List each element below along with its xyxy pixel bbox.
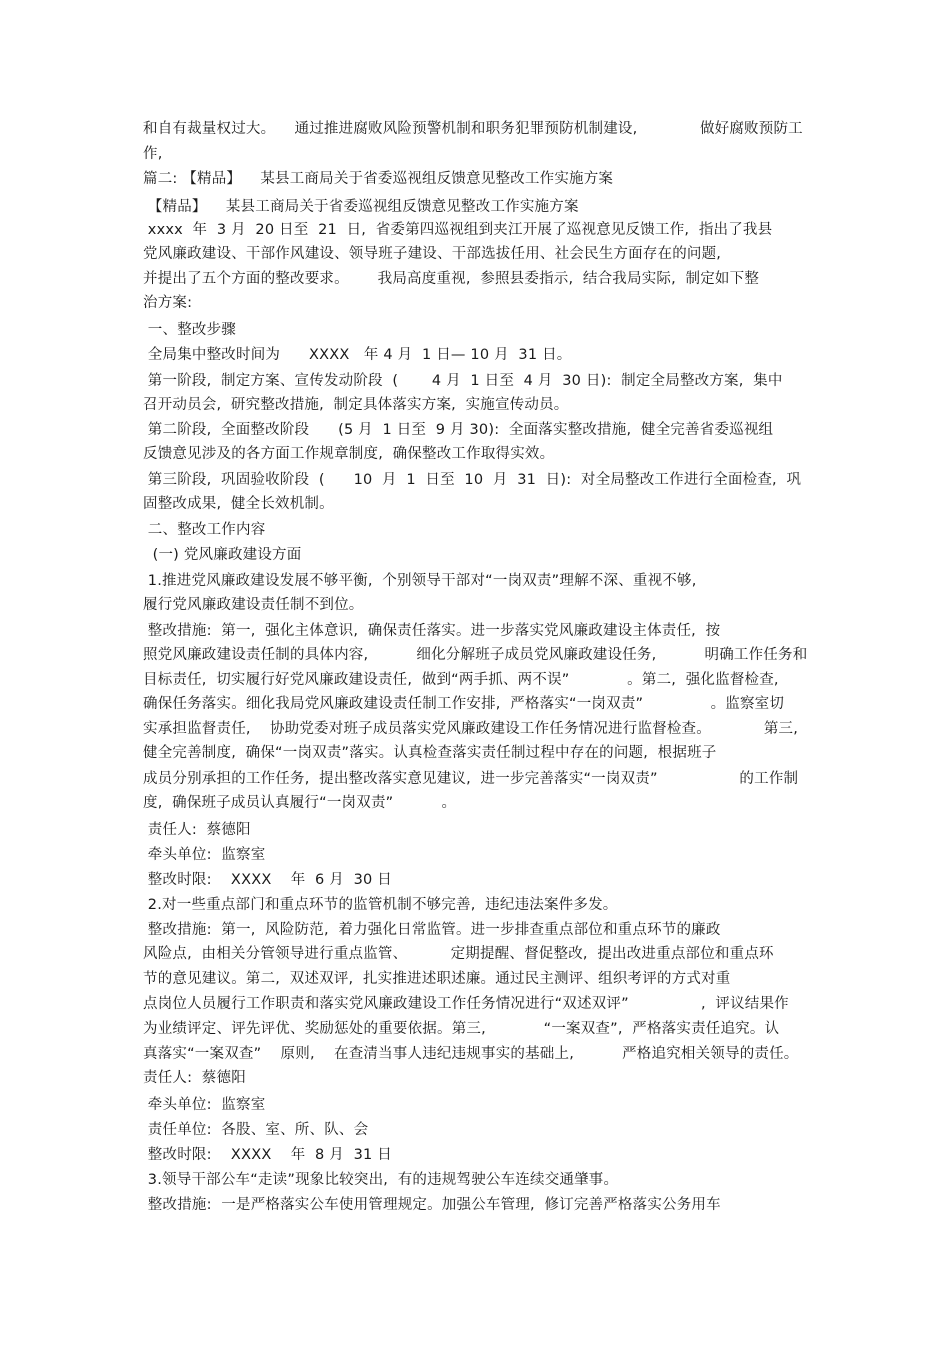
- text-line: 并提出了五个方面的整改要求。 我局高度重视, 参照县委指示, 结合我局实际, 制定如下整: [143, 271, 760, 287]
- text-line: 责任人: 蔡德阳: [143, 1070, 246, 1086]
- text-line: 责任单位: 各股、室、所、队、会: [143, 1122, 369, 1138]
- text-line: 节的意见建议。第二, 双述双评, 扎实推进述职述廉。通过民主测评、组织考评的方式对重: [143, 971, 731, 987]
- text-line: 健全完善制度, 确保“一岗双责”落实。认真检查落实责任制过程中存在的问题, 根据班子: [143, 745, 717, 761]
- text-line: 目标责任, 切实履行好党风廉政建设责任, 做到“两手抓、两不误” 。第二, 强化监督检查,: [143, 672, 779, 688]
- text-line: 反馈意见涉及的各方面工作规章制度, 确保整改工作取得实效。: [143, 446, 555, 462]
- text-line: 牵头单位: 监察室: [143, 847, 266, 863]
- text-line: 党风廉政建设、干部作风建设、领导班子建设、干部选拔任用、社会民生方面存在的问题,: [143, 246, 722, 262]
- item-heading: 3.领导干部公车“走读”现象比较突出, 有的违规驾驶公车连续交通肇事。: [143, 1172, 619, 1188]
- text-line: 全局集中整改时间为 XXXX 年 4 月 1 日— 10 月 31 日。: [143, 347, 572, 363]
- text-line: 治方案:: [143, 295, 193, 311]
- text-line: 召开动员会, 研究整改措施, 制定具体落实方案, 实施宣传动员。: [143, 397, 569, 413]
- text-line: xxxx 年 3 月 20 日至 21 日, 省委第四巡视组到夹江开展了巡视意见反馈工作, 指出了我县: [143, 222, 773, 238]
- item-heading: 2.对一些重点部门和重点环节的监管机制不够完善, 违纪违法案件多发。: [143, 897, 618, 913]
- text-line: 真落实“一案双查” 原则, 在查清当事人违纪违规事实的基础上, 严格追究相关领导的责任。: [143, 1046, 799, 1062]
- text-line: 确保任务落实。细化我局党风廉政建设责任制工作安排, 严格落实“一岗双责” 。监察室切: [143, 696, 785, 712]
- text-line: 和自有裁量权过大。 通过推进腐败风险预警机制和职务犯罪预防机制建设, 做好腐败预防工: [143, 121, 803, 137]
- text-line: 固整改成果, 健全长效机制。: [143, 496, 334, 512]
- text-line: 整改时限: XXXX 年 6 月 30 日: [143, 872, 392, 888]
- text-line: 成员分别承担的工作任务, 提出整改落实意见建议, 进一步完善落实“一岗双责” 的工作制: [143, 771, 799, 787]
- text-line: 第三阶段, 巩固验收阶段 ( 10 月 1 日至 10 月 31 日): 对全局整改工作进行全面检查, 巩: [143, 472, 802, 488]
- section-heading: 一、整改步骤: [143, 322, 237, 338]
- text-line: 第二阶段, 全面整改阶段 (5 月 1 日至 9 月 30): 全面落实整改措施, 健全完善省委巡视组: [143, 422, 774, 438]
- text-line: 整改措施: 一是严格落实公车使用管理规定。加强公车管理, 修订完善严格落实公务用车: [143, 1197, 721, 1213]
- text-line: 点岗位人员履行工作职责和落实党风廉政建设工作任务情况进行“双述双评” , 评议结果作: [143, 996, 789, 1012]
- item-heading: 1.推进党风廉政建设发展不够平衡, 个别领导干部对“一岗双责”理解不深、重视不够,: [143, 573, 697, 589]
- text-line: 度, 确保班子成员认真履行“一岗双责” 。: [143, 795, 457, 811]
- text-line: 整改措施: 第一, 强化主体意识, 确保责任落实。进一步落实党风廉政建设主体责任, 按: [143, 623, 721, 639]
- text-line: 风险点, 由相关分管领导进行重点监管、 定期提醒、督促整改, 提出改进重点部位和重点环: [143, 946, 774, 962]
- text-line: 为业绩评定、评先评优、奖励惩处的重要依据。第三, “一案双查”, 严格落实责任追究。认: [143, 1021, 780, 1037]
- text-line: 履行党风廉政建设责任制不到位。: [143, 597, 364, 613]
- text-line: 责任人: 蔡德阳: [143, 822, 251, 838]
- section-heading: 二、整改工作内容: [143, 522, 266, 538]
- text-line: 照党风廉政建设责任制的具体内容, 细化分解班子成员党风廉政建设任务, 明确工作任务和: [143, 647, 808, 663]
- document-title: 【精品】 某县工商局关于省委巡视组反馈意见整改工作实施方案: [143, 199, 579, 215]
- text-line: 实承担监督责任, 协助党委对班子成员落实党风廉政建设工作任务情况进行监督检查。 第三,: [143, 721, 799, 737]
- section-heading: 篇二: 【精品】 某县工商局关于省委巡视组反馈意见整改工作实施方案: [143, 171, 614, 187]
- text-line: 整改时限: XXXX 年 8 月 31 日: [143, 1147, 392, 1163]
- text-line: 第一阶段, 制定方案、宣传发动阶段 ( 4 月 1 日至 4 月 30 日): 制定全局整改方案, 集中: [143, 373, 783, 389]
- text-line: 牵头单位: 监察室: [143, 1097, 266, 1113]
- subsection-heading: (一) 党风廉政建设方面: [143, 547, 302, 563]
- text-line: 作,: [143, 146, 163, 162]
- text-line: 整改措施: 第一, 风险防范, 着力强化日常监管。进一步排查重点部位和重点环节的廉政: [143, 922, 721, 938]
